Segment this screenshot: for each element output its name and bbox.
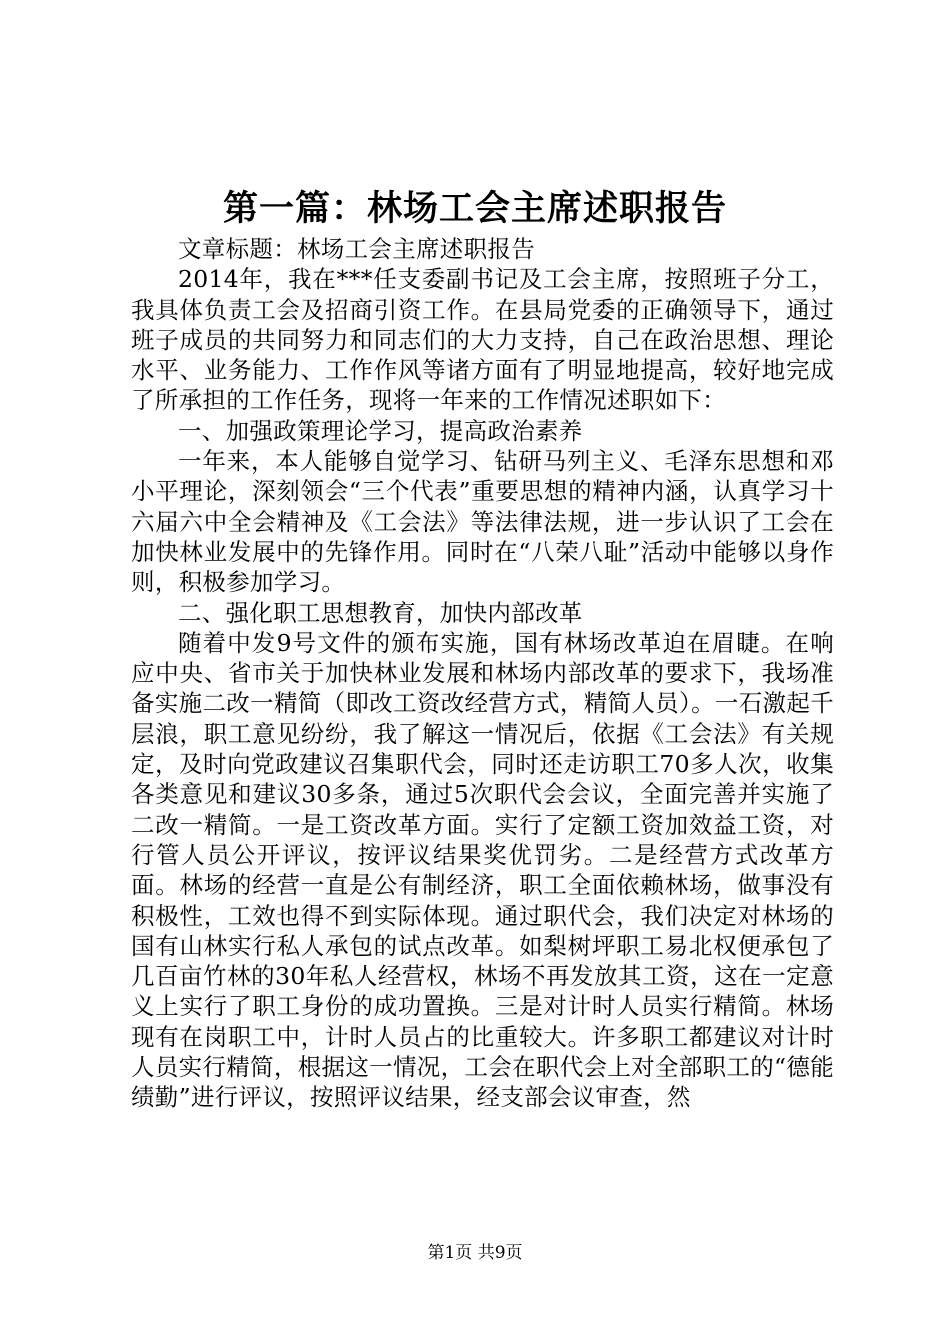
page-number-footer: 第1页 共9页 — [427, 1243, 523, 1263]
document-title: 第一篇：林场工会主席述职报告 — [222, 188, 727, 229]
document-body — [131, 234, 834, 1113]
paragraph-article-title: 文章标题：林场工会主席述职报告 — [178, 235, 535, 263]
section-heading-2: 二、强化职工思想教育，加快内部改革 — [178, 598, 583, 627]
section-heading-1: 一、加强政策理论学习，提高政治素养 — [178, 416, 583, 445]
paragraph-section-2: 随着中发9号文件的颁布实施，国有林场改革迫在眉睫。在响应中央、省市关于加快林业发展和林场内部改革的要求下，我场准备实施二改一精简（即改工资改经营方式，精简人员）。一石激起千层浪，职工意见纷纷，我了解这一情况后，依据《工会法》有关规定，及时向党政建议召集职代会，同时还走访职工70多人次，收集各类意见和建议30多条，通过5次职代会会议，全面完善并实施了二改一精简。一是工资改革方面。实行了定额工资加效益工资，对行管人员公开评议，按评议结果奖优罚劣。二是经营方式改革方面。林场的经营一直是公有制经济，职工全面依赖林场，做事没有积极性，工效也得不到实际体现。通过职代会，我们决定对林场的国有山林实行私人承包的试点改革。如梨树坪职工易北权便承包了几百亩竹林的30年私人经营权，林场不再发放其工资，这在一定意义上实行了职工身份的成功置换。三是对计时人员实行精简。林场现有在岗职工中，计时人员占的比重较大。许多职工都建议对计时人员实行精简，根据这一情况，工会在职代会上对全部职工的“德能绩勤”进行评议，按照评议结果，经支部会议审查，然 — [131, 628, 834, 1112]
paragraph-intro: 2014年，我在***任支委副书记及工会主席，按照班子分工，我具体负责工会及招商引资工作。在县局党委的正确领导下，通过班子成员的共同努力和同志们的大力支持，自己在政治思想、理论水平、业务能力、工作作风等诸方面有了明显地提高，较好地完成了所承担的工作任务，现将一年来的工作情况述职如下： — [131, 265, 834, 415]
paragraph-section-1: 一年来，本人能够自觉学习、钻研马列主义、毛泽东思想和邓小平理论，深刻领会“三个代表”重要思想的精神内涵，认真学习十六届六中全会精神及《工会法》等法律法规，进一步认识了工会在加快林业发展中的先锋作用。同时在“八荣八耻”活动中能够以身作则，积极参加学习。 — [131, 447, 834, 597]
